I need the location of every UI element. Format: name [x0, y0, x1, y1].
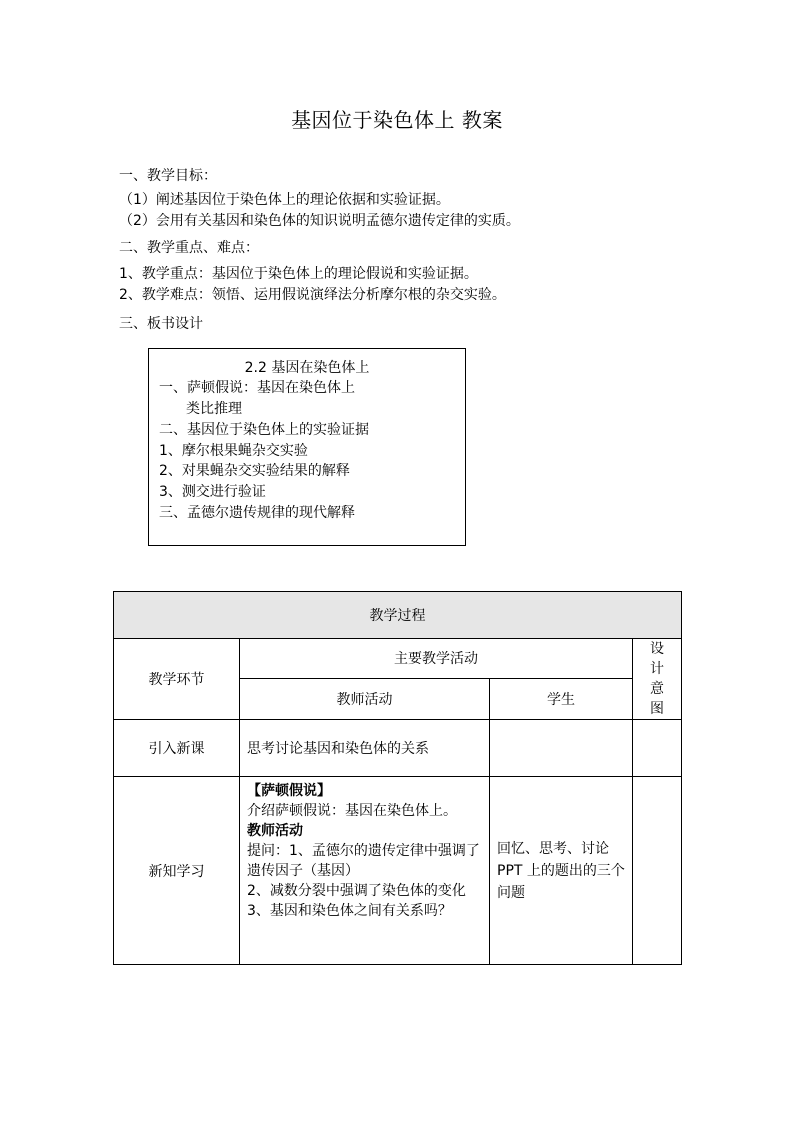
- stage-cell: 新知学习: [114, 777, 240, 965]
- board-design-heading: 三、板书设计: [119, 316, 203, 332]
- goal-1: （1）阐述基因位于染色体上的理论依据和实验证据。: [119, 192, 450, 208]
- goal-2: （2）会用有关基因和染色体的知识说明孟德尔遗传定律的实质。: [119, 213, 520, 229]
- board-line: 2、对果蝇杂交实验结果的解释: [159, 463, 350, 479]
- stage-cell: 引入新课: [114, 720, 240, 777]
- student-cell: 回忆、思考、讨论 PPT 上的题出的三个问题: [490, 777, 633, 965]
- sutton-hypothesis-heading: 【萨顿假说】: [247, 783, 331, 799]
- table-header: 教学过程: [114, 592, 682, 639]
- board-line: 三、孟德尔遗传规律的现代解释: [159, 505, 355, 521]
- board-design-box: [148, 348, 466, 546]
- teaching-process-table: [113, 591, 682, 965]
- col-main-activity-header: 主要教学活动: [240, 639, 633, 679]
- teacher-activity-cell: [240, 777, 490, 965]
- board-line: 二、基因位于染色体上的实验证据: [159, 422, 369, 438]
- teacher-activity-cell: 思考讨论基因和染色体的关系: [240, 720, 490, 777]
- col-design-header: 设计意图: [633, 639, 682, 720]
- col-stage-header: 教学环节: [114, 639, 240, 720]
- document-title: 基因位于染色体上 教案: [291, 108, 503, 132]
- key-points-heading: 二、教学重点、难点：: [119, 240, 259, 256]
- col-student-header: 学生: [490, 678, 633, 719]
- activity-line: 3、基因和染色体之间有关系吗？: [247, 903, 452, 919]
- board-title: 2.2 基因在染色体上: [244, 360, 370, 376]
- key-point-2: 2、教学难点：领悟、运用假说演绎法分析摩尔根的杂交实验。: [119, 287, 506, 303]
- board-line: 1、摩尔根果蝇杂交实验: [159, 443, 308, 459]
- table-row: [114, 720, 682, 777]
- design-cell: [633, 777, 682, 965]
- activity-line: 介绍萨顿假说：基因在染色体上。: [247, 803, 457, 819]
- teacher-activity-label: 教师活动: [247, 823, 303, 839]
- board-line: 3、测交进行验证: [159, 484, 266, 500]
- col-teacher-header: 教师活动: [240, 678, 490, 719]
- board-line: 一、萨顿假说：基因在染色体上: [159, 380, 355, 396]
- goals-heading: 一、教学目标：: [119, 168, 217, 184]
- design-cell: [633, 720, 682, 777]
- activity-line: 提问：1、孟德尔的遗传定律中强调了遗传因子（基因）: [247, 843, 480, 879]
- board-line: 类比推理: [186, 401, 242, 417]
- student-cell: [490, 720, 633, 777]
- table-row: [114, 777, 682, 965]
- key-point-1: 1、教学重点：基因位于染色体上的理论假说和实验证据。: [119, 266, 478, 282]
- activity-line: 2、减数分裂中强调了染色体的变化: [247, 883, 466, 899]
